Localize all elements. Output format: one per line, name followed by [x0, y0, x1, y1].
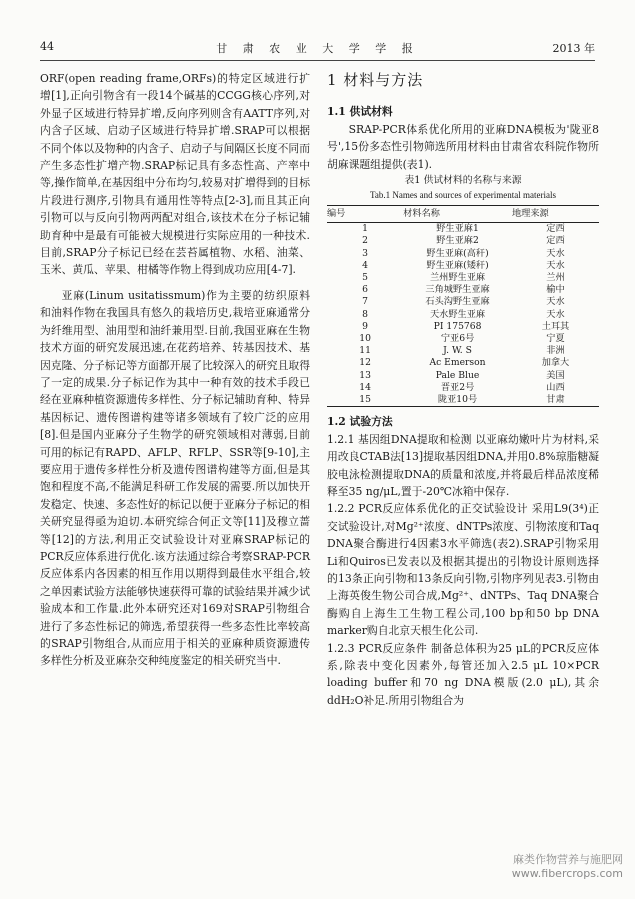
running-header: [40, 40, 595, 56]
subsection-heading-1-2: 1.2 试验方法: [327, 415, 393, 429]
journal-title: 甘 肃 农 业 大 学 学 报: [216, 42, 419, 55]
cell-id: 7: [362, 296, 368, 308]
cell-name: 三角城野生亚麻: [425, 284, 490, 296]
header-rule: [40, 60, 595, 61]
cell-name: 兰州野生亚麻: [429, 272, 486, 284]
cell-id: 1: [362, 223, 368, 235]
cell-origin: 非洲: [546, 345, 565, 357]
cell-id: 15: [327, 394, 403, 407]
intro-paragraph-1: ORF(open reading frame,ORFs)的特定区域进行扩增[1],正向引物含有一段14个碱基的CCGG核心序列,对外显子区域进行特异扩增,反向序列则含有AATT序列,对内含子区域、启动子区域进行特异扩增.SRAP可以根据不同个体以及物种的内含子、启动子与间隔区长度不同而产生多态性扩增产物.SRAP标记具有多态性高、产率中等,操作简单,在基因组中分布均匀,较易对扩增得到的目标片段进行测序,引物具有通用性等特点[2-3],而且其正向引物可以与反向引物两两配对组合,该技术在分子标记辅助育种中是最有可能被大规模进行实际应用的一种技术.目前,SRAP分子标记已经在芸苔属植物、水稻、油菜、玉米、黄瓜、苹果、柑橘等作物上得到成功应用[4-7].: [40, 72, 310, 277]
header-name: 材料名称: [403, 206, 512, 223]
table-row: [327, 394, 599, 407]
table-caption-en: Tab.1 Names and sources of experimental materials: [369, 190, 557, 201]
page-number: 44: [40, 40, 54, 53]
materials-table: [327, 205, 599, 407]
table-row: [327, 321, 599, 333]
cell-origin: 宁夏: [546, 333, 565, 345]
cell-origin: 天水: [546, 308, 565, 320]
table-row: [327, 296, 599, 308]
cell-id: 9: [362, 320, 368, 332]
intro-paragraph-2: 亚麻(Linum usitatissmum)作为主要的纺织原料和油料作物在我国具有悠久的栽培历史,栽培亚麻通常分为纤维用型、油用型和油纤兼用型.目前,我国亚麻在生物技术方面的研究发展迅速,在花药培养、转基因技术、基因克隆、分子标记等方面都开展了比较深入的研究且取得了一定的成果.分子标记作为其中一种有效的技术手段已经在亚麻种植资源遗传多样性、分子标记辅助育种、特异基因标记、遗传图谱构建等诸多领域有了较广泛的应用[8].但是国内亚麻分子生物学的研究领域相对薄弱,目前可用的标记有RAPD、AFLP、RFLP、SSR等[9-10],主要应用于遗传多样性分析及遗传图谱构建等方面,但是其饱和程度不高,不能满足科研工作发展的需要.所以加快开发稳定、快速、多态性好的标记以便于亚麻分子标记的相关研究显得亟为迫切.本研究综合何正文等[11]及穆立蔷等[12]的方法,利用正交试验设计对亚麻SRAP标记的PCR反应体系进行优化.该方法通过综合考察SRAP-PCR反应体系内各因素的相互作用以期得到最佳水平组合,较之单因素试验方法能够快速获得可靠的试验结果并减少试验成本和工作量.此外本研究还对169对SRAP引物组合进行了多态性标记的筛选,希望获得一些多态性比率较高的SRAP引物组合,从而应用于相关的亚麻种质资源遗传多样性分析及亚麻杂交种纯度鉴定的相关研究当中.: [40, 288, 310, 668]
cell-name: PI 175768: [433, 320, 482, 332]
cell-origin: 定西: [546, 223, 565, 235]
cell-name: 野生亚麻(矮秆): [426, 259, 489, 271]
table-row: [327, 345, 599, 357]
cell-origin: 山西: [546, 381, 565, 393]
table-row: [327, 284, 599, 296]
cell-name: Pale Blue: [435, 369, 480, 381]
watermark-line-2: www.fibercrops.com: [511, 867, 623, 880]
table-row: [327, 223, 599, 236]
cell-name: 野生亚麻2: [436, 235, 479, 247]
cell-id: 14: [359, 381, 371, 393]
cell-id: 3: [362, 247, 368, 259]
cell-name: 晋亚2号: [440, 381, 475, 393]
cell-id: 5: [362, 272, 368, 284]
section-title: 1 材料与方法: [327, 71, 424, 89]
table-header-row: [327, 206, 599, 223]
cell-origin: 定西: [546, 235, 565, 247]
cell-id: 8: [362, 308, 368, 320]
left-column: [40, 70, 310, 670]
cell-name: J. W. S: [443, 345, 472, 357]
cell-name: 野生亚麻1: [436, 223, 479, 235]
cell-name: 天水野生亚麻: [429, 308, 486, 320]
subsection-heading-1-1: 1.1 供试材料: [327, 105, 393, 119]
cell-id: 13: [359, 369, 371, 381]
publication-year: 2013 年: [552, 42, 595, 55]
cell-origin: 加拿大: [541, 357, 570, 369]
cell-id: 12: [359, 357, 371, 369]
cell-name: Ac Emerson: [429, 357, 486, 369]
cell-id: 2: [362, 235, 368, 247]
cell-name: 陇亚10号: [403, 394, 512, 407]
cell-id: 10: [359, 333, 371, 345]
paragraph-1-2-3: 1.2.3 PCR反应条件 制备总体积为25 μL的PCR反应体系,除表中变化因素外,每管还加入2.5 μL 10×PCR loading buffer和70 ng DNA模版(2.0 μL),其余ddH₂O补足.所用引物组合为: [327, 641, 599, 707]
table-row: [327, 248, 599, 260]
right-column: [327, 70, 599, 709]
table-row: [327, 235, 599, 247]
cell-id: 4: [362, 259, 368, 271]
cell-origin: 天水: [546, 296, 565, 308]
cell-name: 野生亚麻(高秆): [426, 247, 489, 259]
cell-origin: 兰州: [546, 272, 565, 284]
header-origin: 地理来源: [512, 206, 599, 223]
header-id: 编号: [327, 206, 403, 223]
table-row: [327, 370, 599, 382]
table-row: [327, 357, 599, 369]
cell-name: 宁亚6号: [440, 333, 475, 345]
cell-origin: 甘肃: [512, 394, 599, 407]
table-row: [327, 309, 599, 321]
watermark-line-1: 麻类作物营养与施肥网: [513, 853, 623, 866]
site-watermark: [512, 853, 623, 881]
paragraph-1-2-1: 1.2.1 基因组DNA提取和检测 以亚麻幼嫩叶片为材料,采用改良CTAB法[13]提取基因组DNA,并用0.8%琼脂糖凝胶电泳检测提取DNA的质量和浓度,并将最后样品浓度稀释至35 ng/μL,置于-20℃冰箱中保存.: [327, 432, 599, 498]
table-body: [327, 223, 599, 407]
cell-name: 石头沟野生亚麻: [425, 296, 490, 308]
paragraph-1-1: SRAP-PCR体系优化所用的亚麻DNA模板为'陇亚8号',15份多态性引物筛选所用材料由甘肃省农科院作物所胡麻课题组提供(表1).: [327, 122, 599, 171]
cell-origin: 天水: [546, 259, 565, 271]
table-row: [327, 272, 599, 284]
table-caption-cn: 表1 供试材料的名称与来源: [404, 175, 522, 187]
cell-id: 11: [359, 345, 371, 357]
table-row: [327, 260, 599, 272]
table-row: [327, 333, 599, 345]
paragraph-1-2-2: 1.2.2 PCR反应体系优化的正交试验设计 采用L9(3⁴)正交试验设计,对Mg²⁺浓度、dNTPs浓度、引物浓度和Taq DNA聚合酶进行4因素3水平筛选(表2).SRAP引物采用Li和Quiros已发表以及根据其提出的引物设计原则选择的13条正向引物和13条反向引物,引物序列见表3.引物由上海英俊生物公司合成,Mg²⁺、dNTPs、Taq DNA聚合酶购自上海生工生物工程公司,100 bp和50 bp DNA marker购自北京天根生化公司.: [327, 502, 599, 638]
cell-origin: 天水: [546, 247, 565, 259]
table-row: [327, 382, 599, 394]
cell-origin: 土耳其: [541, 320, 570, 332]
cell-origin: 榆中: [546, 284, 565, 296]
cell-id: 6: [362, 284, 368, 296]
cell-origin: 美国: [546, 369, 565, 381]
